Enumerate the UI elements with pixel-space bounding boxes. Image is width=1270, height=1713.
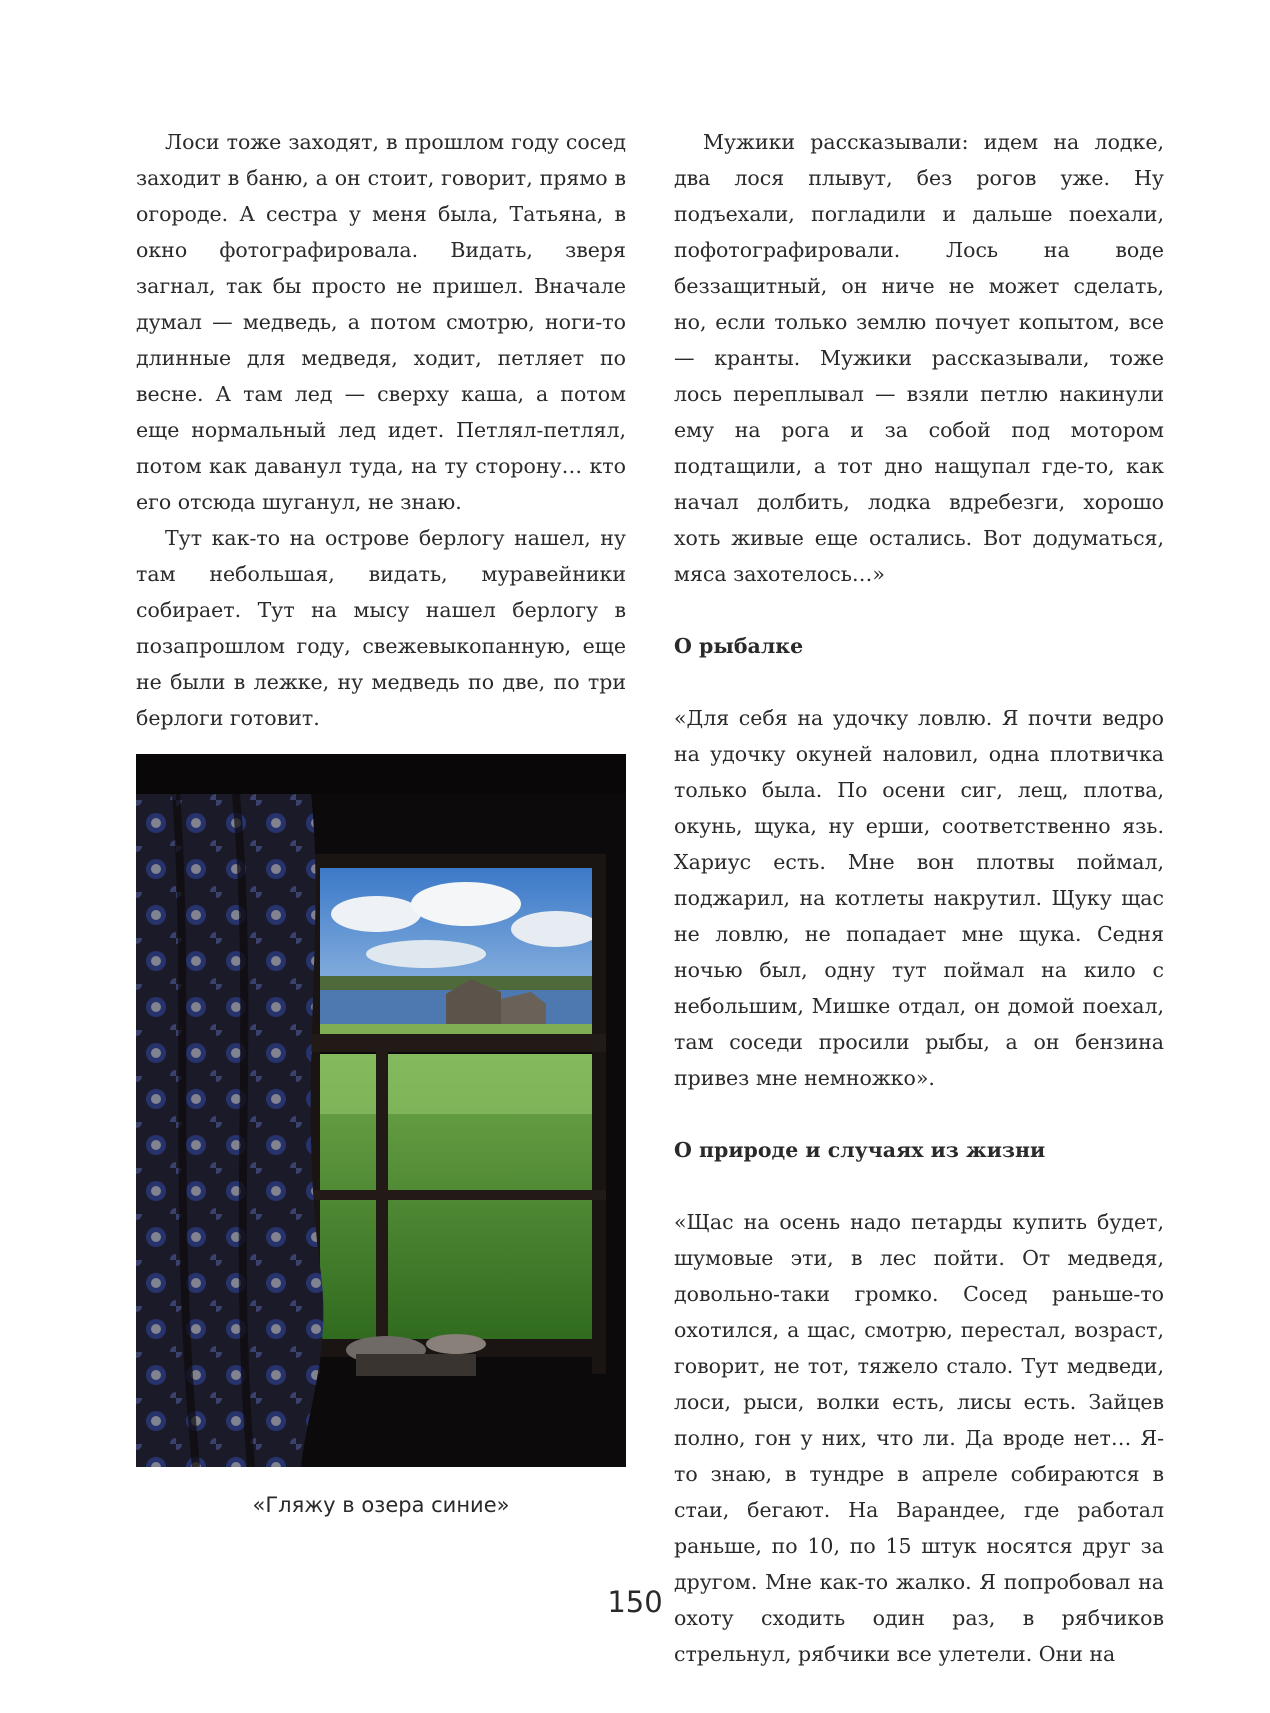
section-heading-nature: О природе и случаях из жизни (674, 1138, 1046, 1162)
section-heading-fishing: О рыбалке (674, 634, 804, 658)
page-number: 150 (607, 1585, 663, 1619)
left-text-column (136, 124, 626, 736)
window-photo (136, 754, 626, 1467)
photo-caption: «Гляжу в озера синие» (252, 1493, 510, 1517)
paragraph-bear-den: Тут как-то на острове берлогу нашел, ну там небольшая, видать, муравейники собирает. Тут на мысу нашел берлогу в позапрошлом году, свежевыкопанную, еще не были в лежке, ну медведь по две, по три берлоги готовит. (136, 526, 626, 730)
window-photo-illustration (136, 754, 626, 1467)
right-text-column (674, 124, 1164, 1672)
paragraph-men-boat-story: Мужики рассказывали: идем на лодке, два лося плывут, без рогов уже. Ну подъехали, погладили и дальше поехали, пофотографировали. Лось на воде беззащитный, он ниче не может сделать, но, если только землю почует копытом, все — кранты. Мужики рассказывали, тоже лось переплывал — взяли петлю накинули ему на рога и за собой под мотором подтащили, а тот дно нащупал где-то, как начал долбить, лодка вдребезги, хорошо хоть живые еще остались. Вот додуматься, мяса захотелось…» (674, 130, 1164, 586)
paragraph-nature: «Щас на осень надо петарды купить будет, шумовые эти, в лес пойти. От медведя, довольно-таки громко. Сосед раньше-то охотился, а щас, смотрю, перестал, возраст, говорит, не тот, тяжело стало. Тут медведи, лоси, рыси, волки есть, лисы есть. Зайцев полно, гон у них, что ли. Да вроде нет… Я-то знаю, в тундре в апреле собираются в стаи, бегают. На Варандее, где работал раньше, по 10, по 15 штук носятся друг за другом. Мне как-то жалко. Я попробовал на охоту сходить один раз, в рябчиков стрельнул, рябчики все улетели. Они на (674, 1210, 1164, 1666)
paragraph-fishing: «Для себя на удочку ловлю. Я почти ведро на удочку окуней наловил, одна плотвичка только была. По осени сиг, лещ, плотва, окунь, щука, ну ерши, соответственно язь. Хариус есть. Мне вон плотвы поймал, поджарил, на котлеты накрутил. Щуку щас не ловлю, не попадает мне щука. Седня ночью был, одну тут поймал на кило с небольшим, Мишке отдал, он домой поехал, там соседи просили рыбы, а он бензина привез мне немножко». (674, 706, 1164, 1090)
paragraph-moose-story: Лоси тоже заходят, в прошлом году сосед заходит в баню, а он стоит, говорит, прямо в огороде. А сестра у меня была, Татьяна, в окно фотографировала. Видать, зверя загнал, так бы просто не пришел. Вначале думал — медведь, а потом смотрю, ноги-то длинные для медведя, ходит, петляет по весне. А там лед — сверху каша, а потом еще нормальный лед идет. Петлял-петлял, потом как даванул туда, на ту сторону… кто его отсюда шуганул, не знаю. (136, 130, 626, 514)
